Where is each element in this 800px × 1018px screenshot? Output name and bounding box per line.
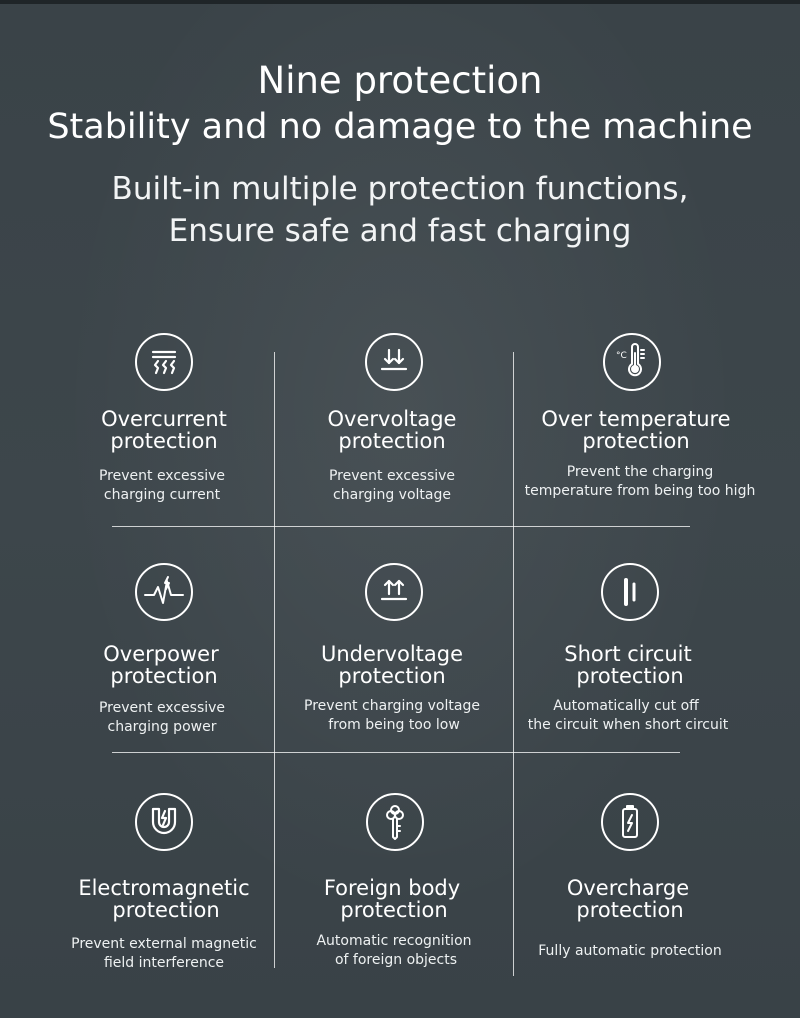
feature-description: Prevent excessive bbox=[98, 700, 226, 716]
feature-description: Prevent external magnetic bbox=[71, 936, 257, 952]
subtitle-line2: Ensure safe and fast charging bbox=[168, 213, 632, 249]
feature-title: Short circuit bbox=[564, 642, 692, 666]
top-border bbox=[0, 0, 800, 4]
feature-title: Electromagnetic bbox=[78, 876, 250, 900]
feature-title: Overvoltage bbox=[327, 407, 457, 431]
feature-title-line2: protection bbox=[112, 898, 220, 922]
feature-description-line2: charging power bbox=[107, 719, 217, 735]
feature-description-line2: charging current bbox=[103, 487, 221, 503]
page-title-line2: Stability and no damage to the machine bbox=[47, 107, 753, 147]
magnet-icon bbox=[135, 793, 193, 851]
feature-title: Overcurrent bbox=[101, 407, 227, 431]
feature-description: Prevent excessive bbox=[98, 468, 226, 484]
feature-title: Undervoltage bbox=[320, 642, 464, 666]
feature-description-line2: field interference bbox=[103, 955, 225, 971]
feature-title-line2: protection bbox=[576, 898, 684, 922]
grid-divider bbox=[112, 526, 690, 527]
feature-title: Overcharge bbox=[566, 876, 690, 900]
feature-description-line2: the circuit when short circuit bbox=[527, 717, 729, 733]
svg-text:°C: °C bbox=[616, 351, 627, 361]
thermometer-icon bbox=[603, 333, 661, 391]
feature-description: Prevent excessive bbox=[328, 468, 456, 484]
grid-divider bbox=[112, 752, 680, 753]
feature-title: Over temperature bbox=[541, 407, 731, 431]
subtitle: Built-in multiple protection functions, bbox=[111, 171, 689, 207]
feature-description: Prevent the charging bbox=[566, 464, 714, 480]
feature-title: Overpower bbox=[103, 642, 219, 666]
feature-description: Automatic recognition bbox=[316, 933, 472, 949]
feature-title-line2: protection bbox=[338, 664, 446, 688]
feature-description: Prevent charging voltage bbox=[304, 698, 480, 714]
feature-title-line2: protection bbox=[110, 664, 218, 688]
feature-description-line2: of foreign objects bbox=[334, 952, 458, 968]
overvoltage-icon bbox=[365, 333, 423, 391]
feature-description: Automatically cut off bbox=[553, 698, 699, 714]
feature-title: Foreign body bbox=[323, 876, 461, 900]
feature-title-line2: protection bbox=[576, 664, 684, 688]
feature-description-line2: charging voltage bbox=[333, 487, 451, 503]
undervoltage-icon bbox=[365, 563, 423, 621]
feature-title-line2: protection bbox=[340, 898, 448, 922]
feature-description-line2: temperature from being too high bbox=[524, 483, 756, 499]
page-title: Nine protection bbox=[257, 59, 543, 102]
feature-title-line2: protection bbox=[110, 429, 218, 453]
feature-title-line2: protection bbox=[338, 429, 446, 453]
key-icon bbox=[366, 793, 424, 851]
overcurrent-icon bbox=[135, 333, 193, 391]
battery-icon bbox=[601, 793, 659, 851]
overpower-icon bbox=[135, 563, 193, 621]
feature-title-line2: protection bbox=[582, 429, 690, 453]
feature-description: Fully automatic protection bbox=[538, 943, 722, 959]
short-circuit-icon bbox=[601, 563, 659, 621]
feature-description-line2: from being too low bbox=[328, 717, 460, 733]
